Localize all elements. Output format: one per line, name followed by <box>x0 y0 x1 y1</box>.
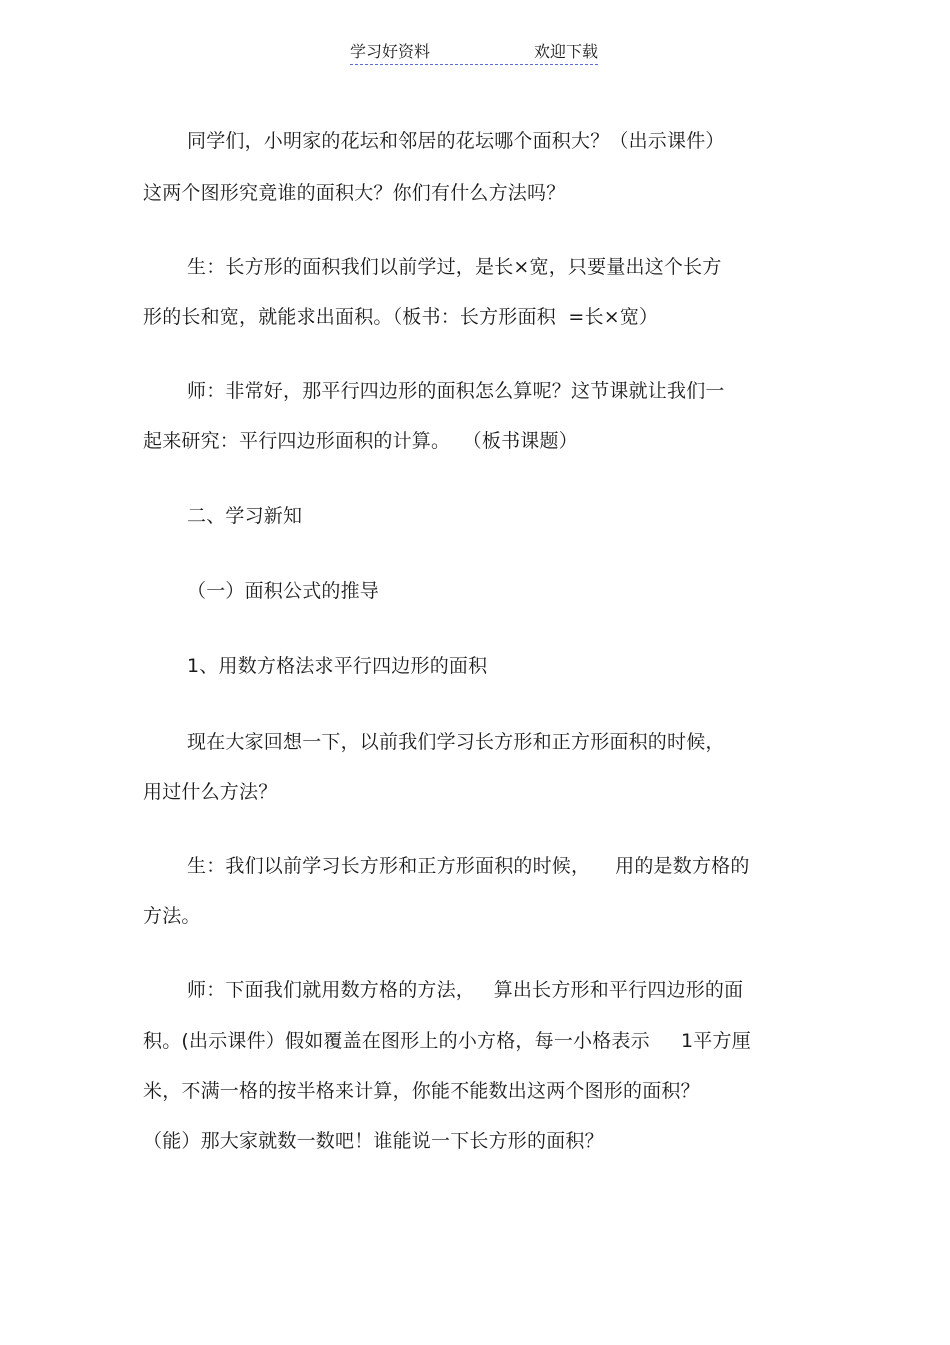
paragraph-line: 生：长方形的面积我们以前学过，是长×宽，只要量出这个长方 <box>187 256 722 278</box>
paragraph-line: 同学们，小明家的花坛和邻居的花坛哪个面积大？（出示课件） <box>187 130 725 152</box>
section-heading: 二、学习新知 <box>187 505 303 527</box>
paragraph-line: 方法。 <box>143 905 201 927</box>
paragraph-line: （能）那大家就数一数吧！谁能说一下长方形的面积？ <box>143 1130 604 1152</box>
paragraph-line: 米，不满一格的按半格来计算，你能不能数出这两个图形的面积？ <box>143 1080 700 1102</box>
page-header <box>350 40 598 65</box>
paragraph-line: 用过什么方法？ <box>143 781 278 803</box>
paragraph-line: 现在大家回想一下，以前我们学习长方形和正方形面积的时候， <box>187 731 725 753</box>
paragraph-line: 师：下面我们就用数方格的方法， 算出长方形和平行四边形的面 <box>187 979 744 1001</box>
paragraph-line: 起来研究：平行四边形面积的计算。 （板书课题） <box>143 430 578 452</box>
paragraph-line: 这两个图形究竟谁的面积大？你们有什么方法吗？ <box>143 182 566 204</box>
paragraph-line: 师：非常好，那平行四边形的面积怎么算呢？这节课就让我们一 <box>187 380 725 402</box>
subsection-heading: （一）面积公式的推导 <box>187 580 380 602</box>
paragraph-line: 生：我们以前学习长方形和正方形面积的时候， 用的是数方格的 <box>187 855 750 877</box>
header-left-text: 学习好资料 <box>350 42 431 61</box>
item-heading: 1、用数方格法求平行四边形的面积 <box>187 655 488 677</box>
paragraph-line: 形的长和宽，就能求出面积。（板书：长方形面积 =长×宽） <box>143 306 659 328</box>
paragraph-line: 积。(出示课件）假如覆盖在图形上的小方格，每一小格表示 1平方厘 <box>143 1030 751 1052</box>
header-right-text: 欢迎下载 <box>533 42 598 61</box>
